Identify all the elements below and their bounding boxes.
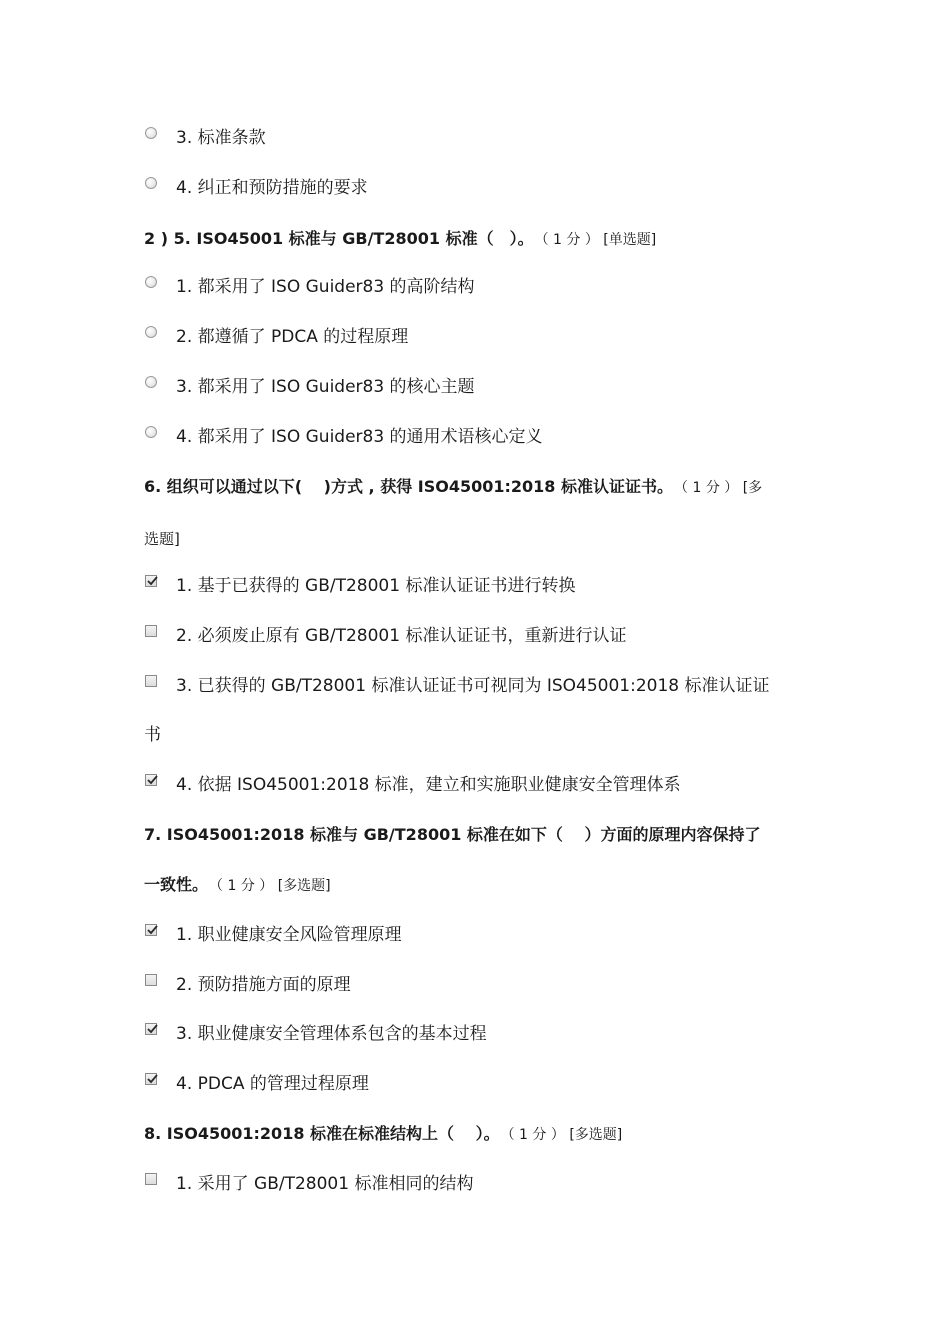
option-row[interactable] xyxy=(0,326,950,356)
checkbox[interactable] xyxy=(145,1173,157,1185)
option-label: 3. 职业健康安全管理体系包含的基本过程 xyxy=(176,1024,487,1044)
option-row[interactable] xyxy=(0,924,950,954)
checkbox[interactable] xyxy=(145,1073,157,1085)
radio-button[interactable] xyxy=(145,326,157,338)
option-row[interactable] xyxy=(0,774,950,804)
option-label: 4. 纠正和预防措施的要求 xyxy=(176,178,368,198)
question-text xyxy=(144,1122,622,1147)
checkbox[interactable] xyxy=(145,675,157,687)
option-label: 4. PDCA 的管理过程原理 xyxy=(176,1074,369,1094)
checkmark-icon xyxy=(145,1022,159,1036)
question-meta-cont: 选题] xyxy=(144,530,180,548)
option-label: 2. 都遵循了 PDCA 的过程原理 xyxy=(176,327,409,347)
option-label: 1. 职业健康安全风险管理原理 xyxy=(176,925,402,945)
option-row[interactable] xyxy=(0,974,950,1004)
radio-button[interactable] xyxy=(145,426,157,438)
option-label: 1. 都采用了 ISO Guider83 的高阶结构 xyxy=(176,277,475,297)
option-label: 1. 基于已获得的 GB/T28001 标准认证证书进行转换 xyxy=(176,576,576,596)
checkbox[interactable] xyxy=(145,974,157,986)
question-text xyxy=(144,227,656,252)
question-meta: （ 1 分 ） [多选题] xyxy=(507,1127,623,1143)
question-stem xyxy=(0,1122,950,1152)
question-stem-text: 6. 组织可以通过以下( )方式 , 获得 ISO45001:2018 标准认证证书。 xyxy=(144,477,674,496)
option-label: 2. 预防措施方面的原理 xyxy=(176,975,351,995)
radio-button[interactable] xyxy=(145,276,157,288)
option-label: 3. 都采用了 ISO Guider83 的核心主题 xyxy=(176,377,475,397)
option-row[interactable] xyxy=(0,127,950,157)
option-row[interactable] xyxy=(0,177,950,207)
option-row[interactable] xyxy=(0,575,950,605)
question-stem xyxy=(0,227,950,257)
question-meta-continued xyxy=(0,528,950,558)
option-row[interactable] xyxy=(0,675,950,705)
option-label: 4. 依据 ISO45001:2018 标准，建立和实施职业健康安全管理体系 xyxy=(176,775,681,795)
option-label-cont: 书 xyxy=(144,725,161,745)
option-label: 3. 标准条款 xyxy=(176,128,266,148)
question-stem-cont-text: 一致性。 xyxy=(144,875,209,894)
question-stem xyxy=(0,823,950,853)
option-label: 4. 都采用了 ISO Guider83 的通用术语核心定义 xyxy=(176,427,543,447)
option-label: 1. 采用了 GB/T28001 标准相同的结构 xyxy=(176,1174,474,1194)
checkmark-icon xyxy=(145,923,159,937)
question-stem-text: 2 ) 5. ISO45001 标准与 GB/T28001 标准（ ）。 xyxy=(144,229,534,248)
question-stem-text: 8. ISO45001:2018 标准在标准结构上（ ）。 xyxy=(144,1124,500,1143)
radio-button[interactable] xyxy=(145,177,157,189)
question-stem xyxy=(0,475,950,505)
option-row[interactable] xyxy=(0,1173,950,1203)
checkbox[interactable] xyxy=(145,774,157,786)
option-row[interactable] xyxy=(0,1073,950,1103)
question-meta: （ 1 分 ） [单选题] xyxy=(541,232,657,248)
question-stem-continued xyxy=(0,873,950,903)
question-text-cont xyxy=(144,873,331,898)
question-text xyxy=(144,475,762,500)
checkbox[interactable] xyxy=(145,625,157,637)
option-label: 2. 必须废止原有 GB/T28001 标准认证证书，重新进行认证 xyxy=(176,626,627,646)
checkmark-icon xyxy=(145,574,159,588)
checkmark-icon xyxy=(145,1072,159,1086)
option-row[interactable] xyxy=(0,276,950,306)
option-row[interactable] xyxy=(0,376,950,406)
question-meta: （ 1 分 ） [多选题] xyxy=(216,878,331,894)
option-row[interactable] xyxy=(0,426,950,456)
radio-button[interactable] xyxy=(145,127,157,139)
option-row[interactable] xyxy=(0,625,950,655)
option-label: 3. 已获得的 GB/T28001 标准认证证书可视同为 ISO45001:2018 标准认证证 xyxy=(176,676,770,696)
question-meta: （ 1 分 ） [多 xyxy=(681,480,763,496)
checkmark-icon xyxy=(145,773,159,787)
question-text: 7. ISO45001:2018 标准与 GB/T28001 标准在如下（ ）方面的原理内容保持了 xyxy=(144,825,761,844)
option-row[interactable] xyxy=(0,1023,950,1053)
option-label-continued xyxy=(0,724,950,754)
checkbox[interactable] xyxy=(145,924,157,936)
radio-button[interactable] xyxy=(145,376,157,388)
checkbox[interactable] xyxy=(145,1023,157,1035)
checkbox[interactable] xyxy=(145,575,157,587)
